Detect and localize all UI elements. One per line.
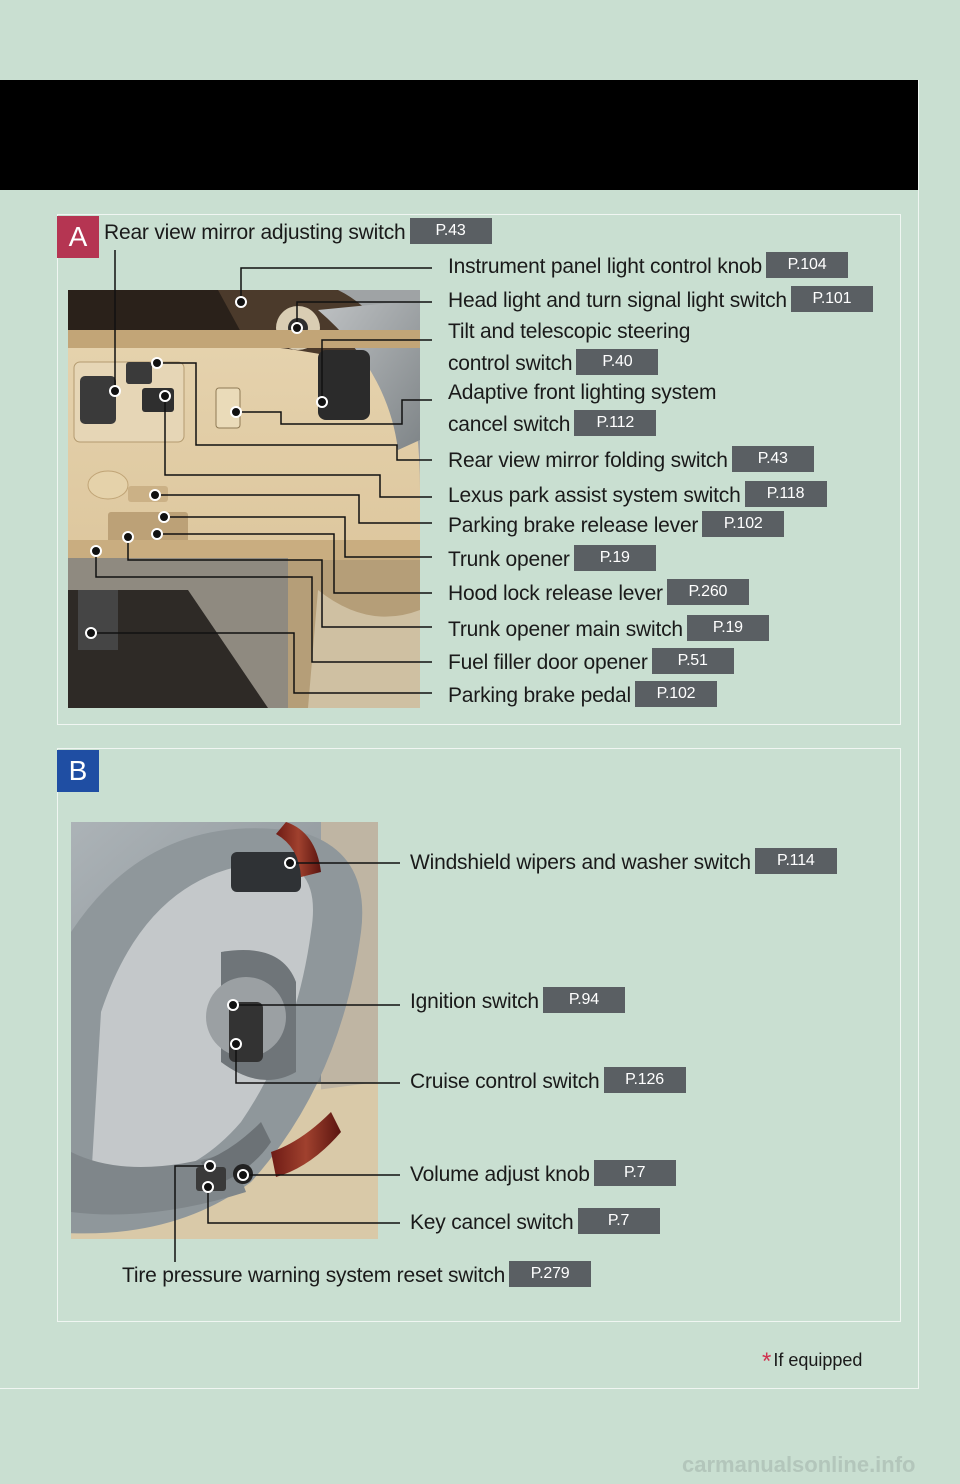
label-afs-cancel-switch: cancel switch P.112 bbox=[448, 410, 656, 437]
section-b-badge: B bbox=[57, 750, 99, 792]
leader-lines-a bbox=[91, 250, 432, 693]
label-afs-line1: Adaptive front lighting system bbox=[448, 381, 717, 404]
page-ref[interactable]: P.7 bbox=[594, 1160, 676, 1186]
page-ref[interactable]: P.43 bbox=[732, 446, 814, 472]
label-instrument-panel-light-control-knob: Instrument panel light control knob P.104 bbox=[448, 252, 848, 279]
label-tire-pressure-reset-switch: Tire pressure warning system reset switch P.279 bbox=[122, 1261, 591, 1288]
label-fuel-filler-door-opener: Fuel filler door opener P.51 bbox=[448, 648, 734, 675]
label-tilt-telescopic-steering-control-switch: control switch P.40 bbox=[448, 349, 658, 376]
label-trunk-opener-main-switch: Trunk opener main switch P.19 bbox=[448, 615, 769, 642]
page-ref[interactable]: P.126 bbox=[604, 1067, 686, 1093]
page-ref[interactable]: P.112 bbox=[574, 410, 656, 436]
label-volume-adjust-knob: Volume adjust knob P.7 bbox=[410, 1160, 676, 1187]
label-head-light-switch: Head light and turn signal light switch P.101 bbox=[448, 286, 873, 313]
page-ref[interactable]: P.102 bbox=[635, 681, 717, 707]
page-ref[interactable]: P.102 bbox=[702, 511, 784, 537]
footnote bbox=[762, 1348, 862, 1376]
footnote-text: If equipped bbox=[773, 1350, 863, 1370]
label-parking-brake-release-lever: Parking brake release lever P.102 bbox=[448, 511, 784, 538]
page-ref[interactable]: P.19 bbox=[687, 615, 769, 641]
section-b-panel bbox=[57, 748, 901, 1322]
label-rear-view-mirror-adjusting-switch: Rear view mirror adjusting switch P.43 bbox=[104, 218, 492, 245]
asterisk-icon: * bbox=[762, 1348, 772, 1375]
label-tilt-telescopic-line1: Tilt and telescopic steering bbox=[448, 320, 691, 343]
label-ignition-switch: Ignition switch P.94 bbox=[410, 987, 625, 1014]
label-lexus-park-assist-switch: Lexus park assist system switch P.118 bbox=[448, 481, 827, 508]
page-ref[interactable]: P.7 bbox=[578, 1208, 660, 1234]
page-ref[interactable]: P.279 bbox=[509, 1261, 591, 1287]
page-ref[interactable]: P.104 bbox=[766, 252, 848, 278]
page-ref[interactable]: P.114 bbox=[755, 848, 837, 874]
page-ref[interactable]: P.19 bbox=[574, 545, 656, 571]
label-trunk-opener: Trunk opener P.19 bbox=[448, 545, 656, 572]
section-a-badge: A bbox=[57, 216, 99, 258]
page-ref[interactable]: P.40 bbox=[576, 349, 658, 375]
label-parking-brake-pedal: Parking brake pedal P.102 bbox=[448, 681, 717, 708]
watermark: carmanualsonline.info bbox=[682, 1452, 916, 1477]
label-rear-view-mirror-folding-switch: Rear view mirror folding switch P.43 bbox=[448, 446, 814, 473]
label-hood-lock-release-lever: Hood lock release lever P.260 bbox=[448, 579, 749, 606]
label-cruise-control-switch: Cruise control switch P.126 bbox=[410, 1067, 686, 1094]
page-ref[interactable]: P.260 bbox=[667, 579, 749, 605]
label-key-cancel-switch: Key cancel switch P.7 bbox=[410, 1208, 660, 1235]
page-ref[interactable]: P.43 bbox=[410, 218, 492, 244]
page-ref[interactable]: P.101 bbox=[791, 286, 873, 312]
page-ref[interactable]: P.94 bbox=[543, 987, 625, 1013]
page-ref[interactable]: P.51 bbox=[652, 648, 734, 674]
label-windshield-wipers-switch: Windshield wipers and washer switch P.114 bbox=[410, 848, 837, 875]
page-ref[interactable]: P.118 bbox=[745, 481, 827, 507]
